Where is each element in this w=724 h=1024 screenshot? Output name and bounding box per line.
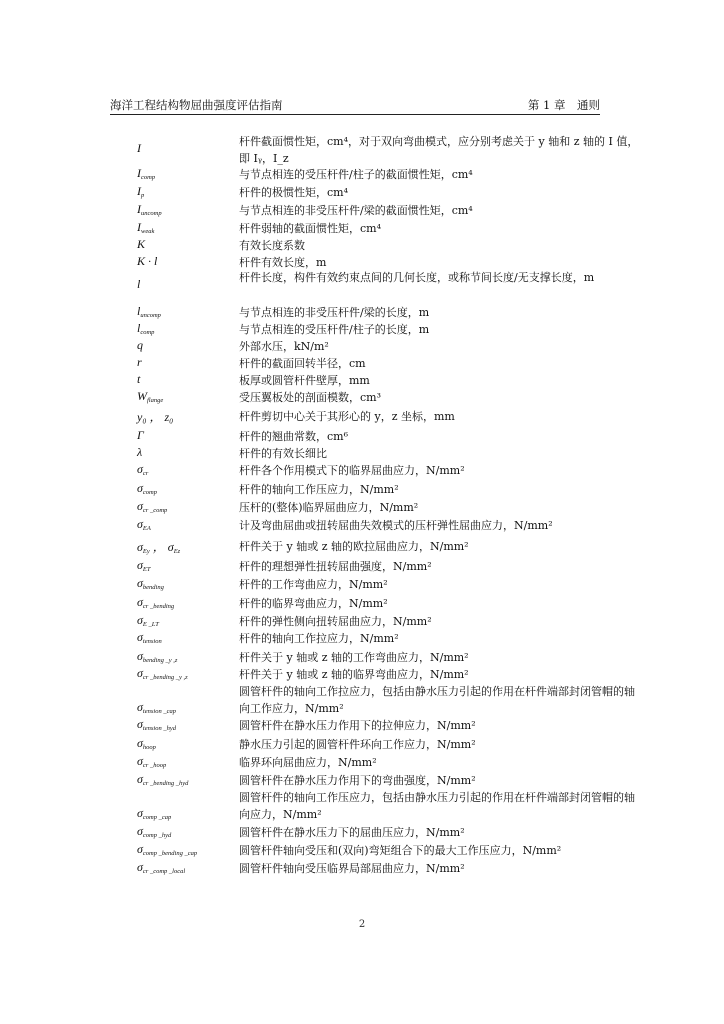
symbol-description: 临界环向屈曲应力，N/mm² [239, 756, 377, 769]
symbol-main: σ [137, 666, 143, 680]
symbol [137, 166, 155, 181]
symbol-main: σ [137, 842, 143, 856]
symbol-main: I [137, 141, 141, 155]
symbol [137, 717, 176, 732]
symbol-main: λ [137, 445, 143, 459]
symbol-description: 杆件的理想弹性扭转屈曲强度，N/mm² [239, 560, 432, 573]
symbol-description: 杆件的轴向工作拉应力，N/mm² [239, 632, 399, 645]
symbol-description: 杆件弱轴的截面惯性矩，cm⁴ [239, 222, 382, 235]
symbol-subscript: tension _cap [142, 707, 176, 715]
symbol-subscript: comp [140, 329, 155, 336]
symbol-description: 杆件关于 y 轴或 z 轴的欧拉屈曲应力，N/mm² [239, 540, 469, 553]
symbol-main: σ [137, 558, 143, 572]
symbol-description: 杆件截面惯性矩，cm⁴，对于双向弯曲模式，应分别考虑关于 y 轴和 z 轴的 I 值，即 Iᵧ，I_z [239, 135, 639, 165]
symbol-main: l [137, 277, 141, 291]
symbol-description: 杆件关于 y 轴或 z 轴的工作弯曲应力，N/mm² [239, 651, 469, 664]
symbol-description: 与节点相连的受压杆件/柱子的截面惯性矩，cm⁴ [239, 168, 473, 181]
symbol-description: 杆件的极惯性矩，cm⁴ [239, 186, 349, 199]
symbol-description: 杆件长度，构件有效约束点间的几何长度，或称节间长度/无支撑长度，m [239, 271, 595, 284]
symbol-description: 杆件的有效长细比 [239, 447, 327, 460]
symbol-description: 有效长度系数 [239, 239, 305, 252]
symbol-description: 杆件关于 y 轴或 z 轴的临界弯曲应力，N/mm² [239, 668, 469, 681]
symbol-main: I [137, 184, 141, 198]
header-chapter: 第 1 章 通则 [527, 98, 600, 112]
symbol [137, 558, 151, 573]
symbol-subscript: cr [142, 470, 149, 477]
symbol-description: 圆管杆件在静水压力作用下的弯曲强度，N/mm² [239, 774, 476, 787]
symbol-main: σ [137, 754, 143, 768]
symbol-subscript: comp [141, 174, 156, 181]
symbol-subscript: flange [147, 397, 164, 404]
symbol-subscript: cr _comp [142, 507, 168, 514]
symbol-main: σ [137, 860, 143, 874]
symbol-main: σ [137, 576, 143, 590]
symbol-main: K · l [137, 254, 158, 268]
symbol-subscript: EA [142, 525, 151, 532]
symbol [137, 517, 151, 532]
symbol-description: 受压翼板处的剖面模数，cm³ [239, 391, 382, 404]
symbol-subscript: weak [141, 228, 155, 235]
symbol [137, 806, 171, 821]
symbol-subscript: comp [142, 489, 158, 496]
symbol-main: I [137, 220, 141, 234]
symbol-description: 杆件的临界弯曲应力，N/mm² [239, 597, 388, 610]
symbol-subscript: cr _hoop [142, 762, 167, 769]
symbol-main-2: ， σ [149, 540, 174, 554]
symbol-description: 杆件的工作弯曲应力，N/mm² [239, 578, 388, 591]
symbol [137, 649, 177, 664]
symbol-description: 板厚或圆管杆件壁厚，mm [239, 374, 370, 387]
symbol-subscript: uncomp [141, 210, 162, 217]
symbol-description: 与节点相连的非受压杆件/梁的长度，m [239, 306, 430, 319]
symbol [137, 277, 140, 292]
symbol [137, 736, 156, 751]
symbol [137, 408, 173, 425]
symbol-main: q [137, 338, 143, 352]
symbol-main: σ [137, 699, 143, 714]
symbol-description: 静水压力引起的圆管杆件环向工作应力，N/mm² [239, 738, 476, 751]
symbol-description: 杆件的弹性侧向扭转屈曲应力，N/mm² [239, 615, 432, 628]
symbol-main: σ [137, 717, 143, 731]
symbol-subscript: cr _bending _y ,z [142, 674, 188, 681]
symbol-subscript: hoop [142, 744, 156, 751]
symbol-subscript: tension [142, 638, 162, 645]
symbol [137, 338, 143, 353]
symbol [137, 304, 161, 319]
symbol [137, 630, 162, 645]
symbol-main: Γ [137, 428, 144, 442]
symbol-subscript: cr _comp _local [142, 868, 186, 875]
symbol-description: 杆件的翘曲常数，cm⁶ [239, 430, 349, 443]
symbol-main: r [137, 355, 142, 369]
symbol [137, 428, 144, 443]
header-title: 海洋工程结构物屈曲强度评估指南 [110, 98, 283, 112]
symbol-description: 与节点相连的非受压杆件/梁的截面惯性矩，cm⁴ [239, 204, 473, 217]
symbol-main: σ [137, 649, 143, 663]
symbol-main: l [137, 304, 141, 318]
symbol-main: σ [137, 499, 143, 513]
symbol-description: 杆件的轴向工作压应力，N/mm² [239, 483, 399, 496]
symbol [137, 772, 188, 787]
symbol-main: t [137, 372, 141, 386]
symbol [137, 842, 197, 857]
symbol-subscript: tension _hyd [142, 725, 176, 732]
symbol-subscript: cr _bending [142, 603, 175, 610]
symbol-main: σ [137, 595, 143, 609]
symbol-main: I [137, 202, 141, 216]
symbol-description: 杆件有效长度，m [239, 256, 327, 269]
symbol-subscript: bending [142, 584, 164, 591]
symbol [137, 254, 157, 269]
symbol-description: 圆管杆件的轴向工作压应力，包括由静水压力引起的作用在杆件端部封闭管帽的轴向应力，N/mm² [239, 791, 635, 821]
symbol [137, 860, 185, 875]
symbol [137, 613, 159, 628]
symbol [137, 202, 162, 217]
symbol [137, 462, 148, 477]
symbol [137, 184, 144, 199]
symbol-main: σ [137, 630, 143, 644]
symbol-main: σ [137, 540, 143, 554]
symbol [137, 824, 171, 839]
symbol-description: 计及弯曲屈曲或扭转屈曲失效模式的压杆弹性屈曲应力，N/mm² [239, 519, 553, 532]
symbol [137, 595, 174, 610]
symbol [137, 538, 180, 555]
symbol-description: 与节点相连的受压杆件/柱子的长度，m [239, 323, 430, 336]
symbol-subscript: E _LT [142, 621, 159, 628]
symbol-subscript: uncomp [140, 312, 161, 319]
symbol [137, 220, 154, 235]
symbol-main: I [137, 166, 141, 180]
symbol-main: l [137, 321, 141, 335]
symbol-subscript-2: Ez [173, 548, 181, 555]
symbol-main: σ [137, 772, 143, 786]
symbol [137, 481, 157, 496]
symbol-description: 圆管杆件在静水压力作用下的拉伸应力，N/mm² [239, 719, 476, 732]
symbol-subscript: cr _bending _hyd [142, 780, 189, 787]
symbol-subscript: Ey [142, 548, 150, 555]
symbol-description: 杆件的截面回转半径，cm [239, 357, 366, 370]
symbol-main: σ [137, 481, 143, 495]
symbol-description: 圆管杆件轴向受压临界局部屈曲应力，N/mm² [239, 862, 465, 875]
symbol-main: σ [137, 517, 143, 531]
symbol-description: 圆管杆件的轴向工作拉应力，包括由静水压力引起的作用在杆件端部封闭管帽的轴向工作应力，N/mm² [239, 685, 635, 715]
symbol-subscript: bending _y ,z [142, 657, 178, 664]
symbol-main: σ [137, 805, 143, 820]
symbol-subscript: p [141, 192, 145, 199]
symbol [137, 445, 142, 460]
symbol [137, 700, 176, 715]
symbol-main: σ [137, 462, 143, 476]
symbol-subscript: ET [142, 566, 151, 573]
symbol [137, 389, 163, 404]
symbol [137, 372, 140, 387]
symbol-description: 杆件各个作用模式下的临界屈曲应力，N/mm² [239, 464, 465, 477]
symbol [137, 576, 164, 591]
page-number: 2 [358, 919, 366, 930]
symbol-main: σ [137, 824, 143, 838]
symbol [137, 321, 154, 336]
symbol-description: 外部水压，kN/m² [239, 340, 329, 353]
symbol-description: 圆管杆件轴向受压和(双向)弯矩组合下的最大工作压应力，N/mm² [239, 844, 562, 857]
symbol-main: K [137, 237, 146, 251]
symbol-subscript: comp _hyd [142, 832, 172, 839]
symbol [137, 754, 166, 769]
symbol [137, 237, 145, 252]
symbol-description: 杆件剪切中心关于其形心的 y，z 坐标，mm [239, 410, 455, 423]
symbol [137, 499, 167, 514]
symbol-description: 圆管杆件在静水压力下的屈曲压应力，N/mm² [239, 826, 465, 839]
symbol [137, 141, 141, 156]
symbol-main: W [137, 389, 147, 403]
symbol-subscript: comp _bending _cap [142, 850, 198, 857]
symbol-main: σ [137, 736, 143, 750]
symbol-subscript: comp _cap [142, 813, 172, 821]
symbol-main: y₀ ， z₀ [137, 410, 174, 424]
symbol-description: 压杆的(整体)临界屈曲应力，N/mm² [239, 501, 419, 514]
symbol [137, 666, 188, 681]
symbol-main: σ [137, 613, 143, 627]
symbol [137, 355, 142, 370]
page-header [110, 96, 600, 115]
